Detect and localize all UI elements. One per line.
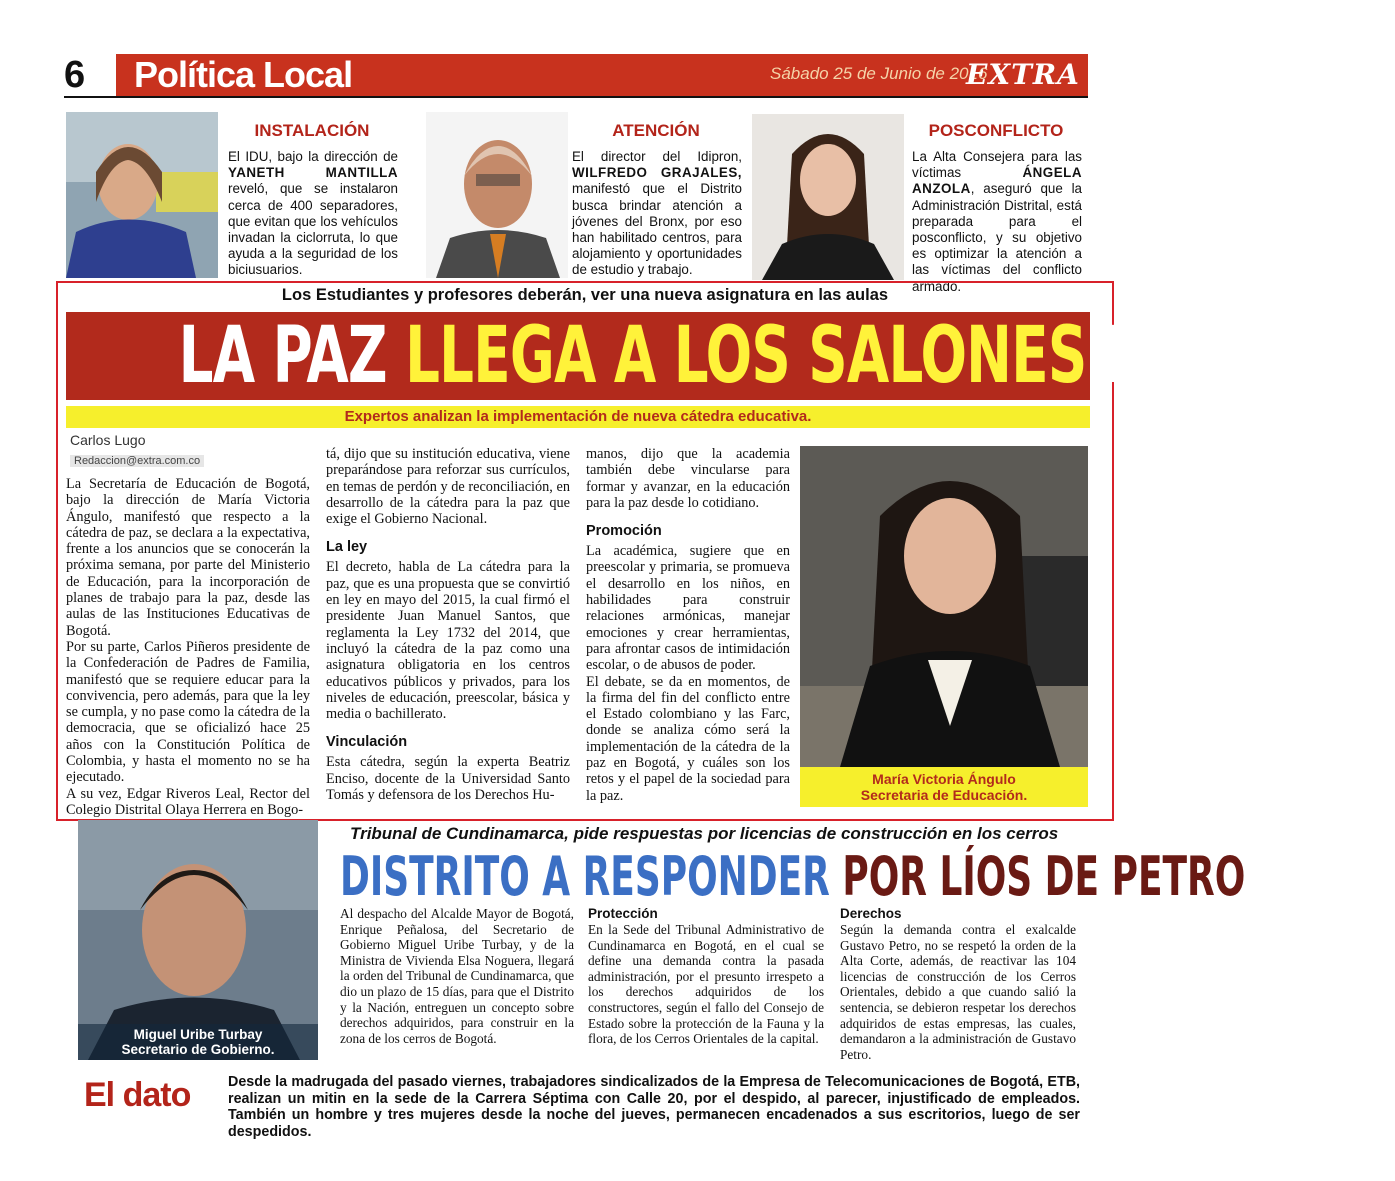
second-headline: DISTRITO A RESPONDER POR LÍOS DE PETRO <box>340 845 1246 908</box>
photo-yaneth-mantilla <box>66 112 218 278</box>
brief-text-instalacion: El IDU, bajo la dirección de YANETH MANTILLA reveló, que se instalaron cerca de 400 separadores, que evitan que los vehículos invadan la ciclorruta, lo que ayuda a la seguridad de los biciusuarios. <box>228 149 398 278</box>
photo-angela-anzola <box>752 114 904 280</box>
subhead-derechos: Derechos <box>840 906 902 921</box>
second-column-1 <box>340 906 574 1046</box>
paragraph: El debate, se da en momentos, de la firma del fin del conflicto entre el Estado colombiano y las Farc, donde se analiza cómo será la implementación de la cátedra de la paz en Bogotá, y cuáles son los retos y el papel de la sociedad para la paz. <box>586 673 790 804</box>
subhead-la-ley: La ley <box>326 539 368 556</box>
brand-logo: EXTRA <box>966 58 1080 91</box>
paragraph: Por su parte, Carlos Piñeros presidente de la Confederación de Padres de Familia, manifestó que se requiere educar para la convivencia, pero además, para que la ley se cumpla, y no pase como la cátedra de la democracia, que se oficializó hace 25 años con la Constitución Política de Colombia, y hasta el momento no se ha ejecutado. <box>66 638 310 786</box>
paragraph: El decreto, habla de La cátedra para la paz, que es una propuesta que se convirtió en ley en mayo del 2015, la cual firmó el presidente Juan Manuel Santos, que reglamenta la Ley 1732 del 2014, que incluyó la cátedra de la paz como una asignatura obligatoria en los centros educativos públicos y privados, para los niveles de educación, preescolar, básica y media o bachillerato. <box>326 559 570 723</box>
el-dato-text: Desde la madrugada del pasado viernes, trabajadores sindicalizados de la Empresa de Telecomunicaciones de Bogotá, ETB, realizan un mitin en la sede de la Carrera Séptima con Calle 20, por el despido, al parecer, injustificado de empleados. También un hombre y tres mujeres desde la noche del jueves, permanecen encadenados a sus escritorios, luego de ser despedidos. <box>228 1074 1080 1140</box>
subhead-vinculacion: Vinculación <box>326 734 408 751</box>
brief-title-atencion: ATENCIÓN <box>612 121 700 140</box>
header-rule <box>64 96 1088 98</box>
subhead-promocion: Promoción <box>586 523 662 540</box>
author-email[interactable]: Redaccion@extra.com.co <box>70 455 204 467</box>
second-kicker: Tribunal de Cundinamarca, pide respuestas por licencias de construcción en los cerros <box>350 824 1059 843</box>
subhead-proteccion: Protección <box>588 906 658 921</box>
caption-name: María Victoria Ángulo <box>872 771 1016 787</box>
page-number: 6 <box>64 54 86 96</box>
photo-caption-main <box>800 767 1088 807</box>
photo-wilfredo-grajales <box>426 112 568 278</box>
paragraph: Al despacho del Alcalde Mayor de Bogotá, Enrique Peñalosa, del Secretario de Gobierno Miguel Uribe Turbay, y de la Ministra de Vivienda Elsa Noguera, llegará la orden del Tribunal de Cundinamarca, que dio un plazo de 15 días, para que el Distrito y la Nación, entreguen un concepto sobre derechos adquiridos, para construir en la zona de los cerros de Bogotá. <box>340 906 574 1046</box>
second-column-2 <box>588 906 824 1047</box>
caption-role: Secretario de Gobierno. <box>121 1042 275 1057</box>
main-kicker: Los Estudiantes y profesores deberán, ver una nueva asignatura en las aulas <box>281 286 889 304</box>
paragraph: Según la demanda contra el exalcalde Gustavo Petro, no se respetó la orden de la Alta Corte, además, de reactivar las 104 licencias de construcción de los Cerros Orientales, debido a que cuando salió la sentencia, se debieron respetar los derechos adquiridos de estas empresas, las cuales, demandaron a la administración de Gustavo Petro. <box>840 922 1076 1062</box>
author-byline: Carlos Lugo <box>70 432 146 448</box>
paragraph: La académica, sugiere que en preescolar y primaria, se promueva el desarrollo en los niños, en habilidades para construir relaciones armónicas, manejar emociones y crear herramientas, para afrontar casos de intimidación escolar, o de abusos de poder. <box>586 543 790 674</box>
issue-date: Sábado 25 de Junio de 2016 <box>770 64 988 83</box>
paragraph: Esta cátedra, según la experta Beatriz Enciso, docente de la Universidad Santo Tomás y defensora de los Derechos Hu- <box>326 754 570 804</box>
main-column-1 <box>66 476 310 818</box>
paragraph: En la Sede del Tribunal Administrativo de Cundinamarca en Bogotá, en el cual se define una demanda contra la pasada administración, por el presunto irrespeto a los derechos adquiridos de los constructores, según el fallo del Consejo de Estado sobre la protección de la Fauna y la flora, de los Cerros Orientales de la capital. <box>588 922 824 1047</box>
paragraph: La Secretaría de Educación de Bogotá, bajo la dirección de María Victoria Ángulo, manifestó que respecto a la cátedra de paz, se declara a la expectativa, frente a los anuncios que se conocerán la próxima semana, por parte del Ministerio de Educación, para la incorporación de planes de trabajo para la paz, desde las aulas de las Instituciones Educativas de Bogotá. <box>66 476 310 639</box>
el-dato-title: El dato <box>84 1076 191 1114</box>
brief-title-instalacion: INSTALACIÓN <box>254 121 370 140</box>
paragraph: A su vez, Edgar Riveros Leal, Rector del Colegio Distrital Olaya Herrera en Bogo- <box>66 785 310 818</box>
brief-text-atencion: El director del Idipron, WILFREDO GRAJALES, manifestó que el Distrito busca brindar atención a jóvenes del Bronx, por eso han habilitado centros, para alojamiento y oportunidades de estudio y trabajo. <box>572 149 742 278</box>
second-column-3 <box>840 906 1076 1062</box>
caption-name: Miguel Uribe Turbay <box>133 1027 263 1042</box>
photo-maria-victoria-angulo <box>800 446 1088 767</box>
main-headline: LA PAZ LLEGA A LOS SALONES DE CLASE <box>178 311 1395 401</box>
paragraph: manos, dijo que la academia también debe vincularse para formar y avanzar, en la educación para la paz desde lo cotidiano. <box>586 446 790 511</box>
main-column-3 <box>586 446 790 804</box>
main-subheadline: Expertos analizan la implementación de nueva cátedra educativa. <box>344 408 812 425</box>
main-column-2 <box>326 446 570 803</box>
section-title: Política Local <box>134 54 353 95</box>
brief-title-posconflicto: POSCONFLICTO <box>928 121 1064 140</box>
caption-role: Secretaria de Educación. <box>860 787 1028 803</box>
brief-text-posconflicto: La Alta Consejera para las víctimas ÁNGELA ANZOLA, aseguró que la Administración Distrital, está preparada para el posconflicto, y su objetivo es optimizar la atención a las víctimas del conflicto armado. <box>912 149 1082 294</box>
paragraph: tá, dijo que su institución educativa, viene preparándose para reforzar sus currículos, en temas de perdón y de reconciliación, en desarrollo de la cátedra para la paz que exige el Gobierno Nacional. <box>326 446 570 528</box>
photo-caption-second <box>78 1024 318 1060</box>
